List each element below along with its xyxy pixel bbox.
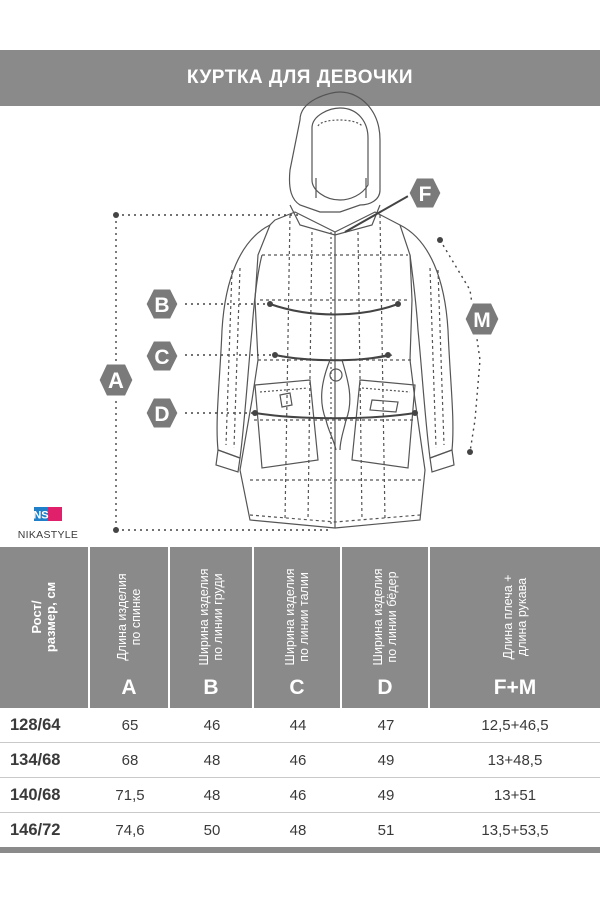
marker-a xyxy=(98,363,134,397)
header-fm xyxy=(430,547,600,708)
cell-b: 48 xyxy=(203,786,221,804)
cell-a: 68 xyxy=(121,751,139,769)
marker-m xyxy=(464,302,500,336)
marker-a-label: A xyxy=(108,368,124,393)
footer-bar xyxy=(0,847,600,853)
cell-d: 49 xyxy=(377,751,395,769)
header-label: Ширина изделия по линии талии xyxy=(283,568,311,666)
cell-size: 128/64 xyxy=(10,715,61,734)
header-label: Ширина изделия по линии груди xyxy=(197,568,225,666)
cell-d: 49 xyxy=(377,786,395,804)
header-label: Рост/ размер, см xyxy=(29,581,58,653)
table-row xyxy=(0,778,600,813)
header-d xyxy=(342,547,430,708)
cell-b: 50 xyxy=(203,821,221,839)
cell-a: 74,6 xyxy=(115,821,145,839)
cell-fm: 12,5+46,5 xyxy=(481,716,549,734)
marker-m-label: M xyxy=(473,309,491,332)
header-c xyxy=(254,547,342,708)
header-b xyxy=(170,547,254,708)
marker-d-label: D xyxy=(154,403,170,426)
table-row xyxy=(0,813,600,848)
header-letter: C xyxy=(289,676,305,699)
cell-d: 51 xyxy=(377,821,395,839)
cell-fm: 13+48,5 xyxy=(487,751,543,769)
cell-c: 46 xyxy=(289,786,307,804)
marker-b xyxy=(145,288,179,320)
table-row xyxy=(0,743,600,778)
cell-a: 65 xyxy=(121,716,139,734)
table-header xyxy=(0,547,600,708)
table-row xyxy=(0,708,600,743)
header-letter: A xyxy=(121,676,137,699)
header-letter: F+M xyxy=(493,676,537,699)
cell-size: 134/68 xyxy=(10,750,61,769)
cell-b: 46 xyxy=(203,716,221,734)
cell-c: 48 xyxy=(289,821,307,839)
header-label: Длина плеча + длина рукава xyxy=(501,574,529,660)
page-title: КУРТКА ДЛЯ ДЕВОЧКИ xyxy=(186,67,414,88)
brand-name: NIKASTYLE xyxy=(17,529,79,541)
cell-a: 71,5 xyxy=(115,786,145,804)
header-label: Ширина изделия по линии бёдер xyxy=(371,568,399,666)
marker-f-label: F xyxy=(418,183,432,206)
header-letter: D xyxy=(377,676,393,699)
cell-b: 48 xyxy=(203,751,221,769)
marker-c xyxy=(145,340,179,372)
svg-text:NS: NS xyxy=(33,509,49,522)
cell-fm: 13+51 xyxy=(493,786,537,804)
header-letter: B xyxy=(203,676,219,699)
header-a xyxy=(90,547,170,708)
brand-mark-icon xyxy=(31,506,65,522)
marker-f xyxy=(408,177,442,209)
cell-d: 47 xyxy=(377,716,395,734)
brand-logo xyxy=(8,506,88,541)
header-label: Длина изделия по спинке xyxy=(115,573,143,661)
cell-fm: 13,5+53,5 xyxy=(481,821,549,839)
cell-c: 46 xyxy=(289,751,307,769)
marker-c-label: C xyxy=(154,346,170,369)
cell-c: 44 xyxy=(289,716,307,734)
cell-size: 146/72 xyxy=(10,820,61,839)
header-size xyxy=(0,547,90,708)
jacket-outline xyxy=(216,92,454,528)
cell-size: 140/68 xyxy=(10,785,61,804)
marker-d xyxy=(145,397,179,429)
marker-b-label: B xyxy=(154,294,170,317)
size-table xyxy=(0,547,600,848)
